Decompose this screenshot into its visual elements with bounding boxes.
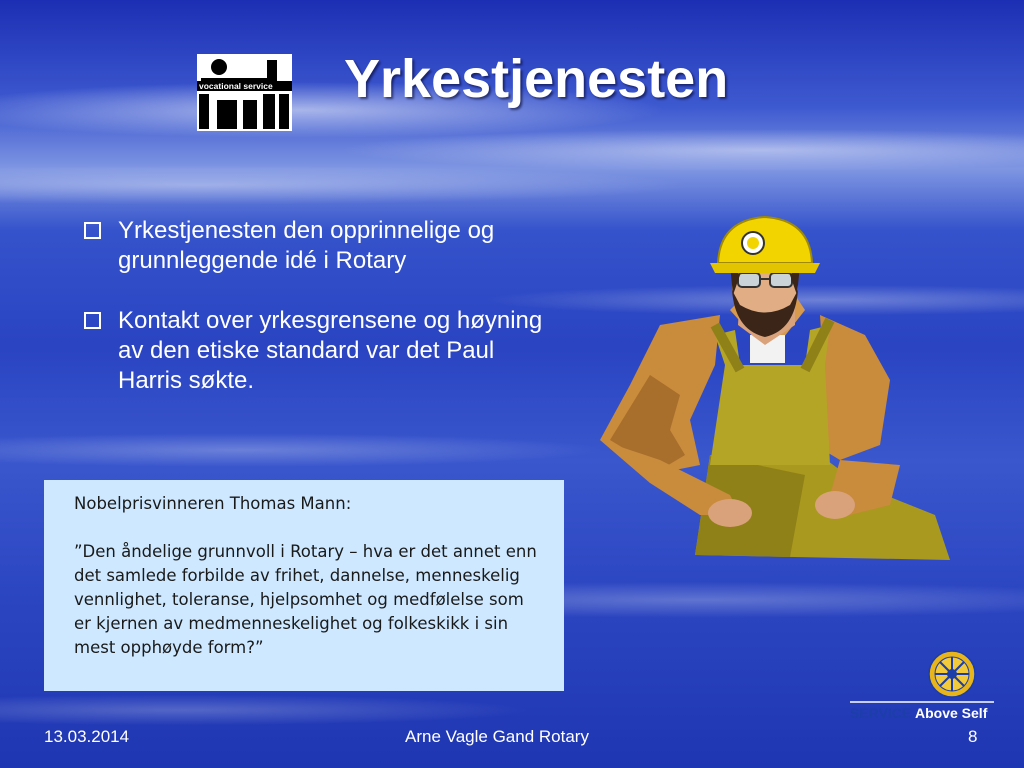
worker-illustration [590,215,960,565]
quote-heading: Nobelprisvinneren Thomas Mann: [74,494,352,513]
bullet-text: Yrkestjenesten den opprinnelige og grunnleggende idé i Rotary [118,217,495,274]
checkbox-bullet-icon [84,312,101,329]
quote-box [44,480,564,691]
rotary-service-text: SERVICE [850,705,912,721]
bullet-item [84,306,544,396]
quote-text: ”Den åndelige grunnvoll i Rotary – hva er det annet enn det samlede forbilde av frihet, dannelse, menneskelig vennlighet, toleranse, hjelpsomhet og medfølelse som er kjernen av medmenneskelighet og folkeskikk i sin mest opphøyde form?” [74,542,537,657]
checkbox-bullet-icon [84,222,101,239]
footer-date: 13.03.2014 [44,727,130,746]
footer-page-number: 8 [968,727,978,746]
bullet-text: Kontakt over yrkesgrensene og høyning av den etiske standard var det Paul Harris søkte. [118,307,543,394]
footer-center-text: Arne Vagle Gand Rotary [405,727,589,746]
rotary-above-self-text: Above Self [915,705,988,721]
rotary-logo [848,648,998,728]
bullet-item [84,216,544,276]
vocational-service-logo [197,54,292,131]
slide-title: Yrkestjenesten [344,49,729,109]
bullet-list [84,216,544,426]
logo-text: vocational service [199,81,273,91]
rotary-wheel-icon [929,651,975,697]
